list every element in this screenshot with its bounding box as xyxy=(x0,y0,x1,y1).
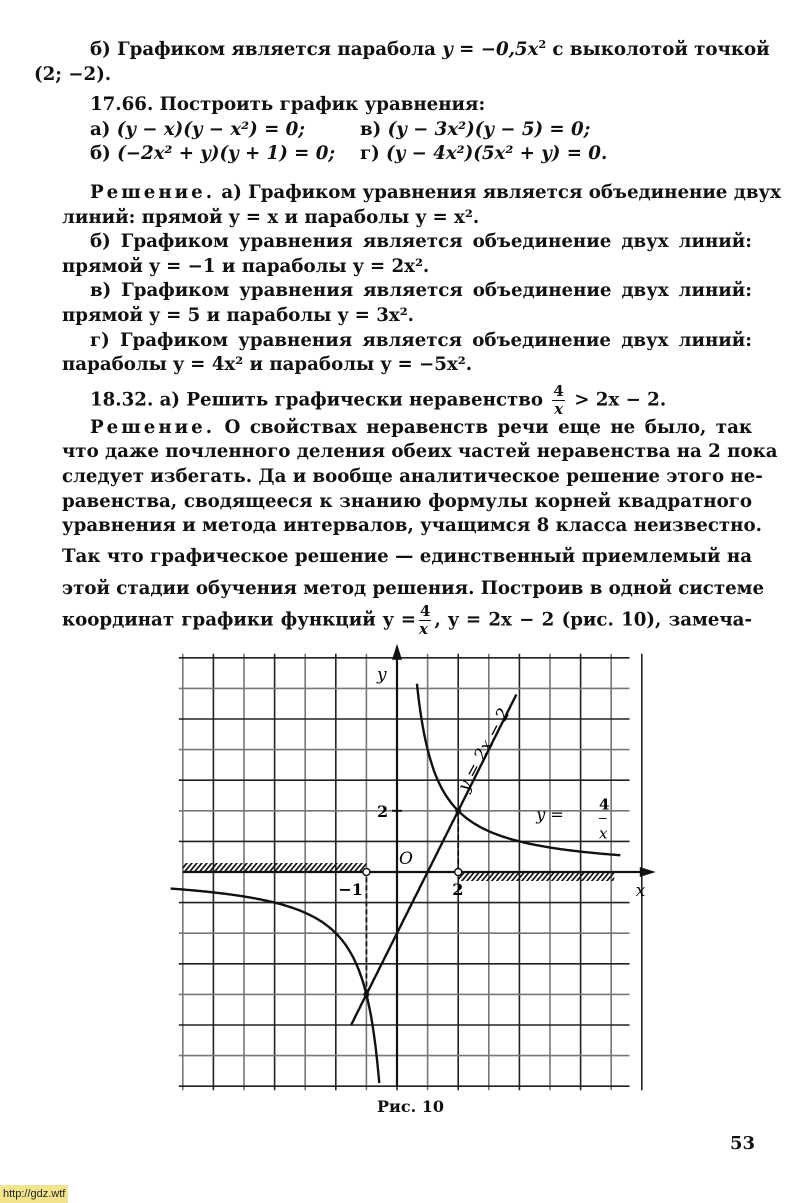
item-expr: (y − 4x²)(5x² + y) = 0. xyxy=(386,143,608,165)
item-expr: (−2x² + y)(y + 1) = 0; xyxy=(117,143,336,165)
text-line: следует избегать. Да и вообще аналитическое решение этого не- xyxy=(62,465,763,487)
text-line: б) Графиком уравнения является объединение двух линий: xyxy=(90,231,752,253)
tick-label-x-2: 2 xyxy=(452,880,464,899)
labels xyxy=(338,665,645,901)
text-line: уравнения и метода интервалов, учащимся 8 класса неизвестно. xyxy=(62,515,762,537)
text-segment: б) Графиком является парабола xyxy=(90,39,443,61)
item-expr: (y − x)(y − x²) = 0; xyxy=(116,118,306,140)
fraction-numerator: 4 xyxy=(553,381,564,400)
line-label: y = 2x − 2 xyxy=(454,705,515,795)
page-number: 53 xyxy=(730,1133,756,1154)
superscript: 2 xyxy=(538,38,547,51)
tick-label-x-neg1: −1 xyxy=(338,880,363,899)
text-segment: с выколотой точкой xyxy=(546,39,770,61)
item-label: в) xyxy=(360,118,382,140)
text-line: прямой y = −1 и параболы y = 2x². xyxy=(62,255,430,277)
text-line: параболы y = 4x² и параболы y = −5x². xyxy=(62,354,473,376)
hyperbola-label: y = xyxy=(536,804,564,824)
watermark-link[interactable]: http://gdz.wtf xyxy=(0,1185,68,1203)
text-segment: , y = 2x − 2 (рис. 10), замеча- xyxy=(434,609,752,631)
fraction-denominator: x xyxy=(554,399,564,418)
problem-number: 18.32. xyxy=(90,389,154,411)
problem-statement: а) Решить графически неравенство xyxy=(153,389,544,411)
y-axis-arrow-icon xyxy=(392,644,402,660)
problem-statement: Построить график уравнения: xyxy=(159,94,486,116)
text-line: в) Графиком уравнения является объединение двух линий: xyxy=(90,280,752,302)
curves xyxy=(171,684,621,1083)
tick-label-y-2: 2 xyxy=(377,801,389,821)
x-axis-label: x xyxy=(635,881,646,901)
x-axis-arrow-icon xyxy=(640,867,656,877)
intersection-point xyxy=(363,991,369,997)
open-point xyxy=(363,869,370,876)
text-line: Так что графическое решение — единственный приемлемый на xyxy=(62,545,752,567)
open-point xyxy=(455,869,462,876)
formula: y = −0,5x xyxy=(442,39,539,61)
text-line: (2; −2). xyxy=(34,63,112,85)
intersection-point xyxy=(455,808,461,814)
text-segment: а) Графиком уравнения является объединение двух xyxy=(215,182,781,204)
text-line: этой стадии обучения метод решения. Построив в одной системе xyxy=(62,578,765,600)
text-segment: О свойствах неравенств речи еще не было, так xyxy=(215,416,752,438)
fraction-numerator: 4 xyxy=(420,601,431,620)
hyperbola-label-numerator: 4 xyxy=(598,795,610,814)
text-line: прямой y = 5 и параболы y = 3x². xyxy=(62,305,415,326)
item-label: г) xyxy=(360,143,380,165)
text-line: что даже почленного деления обеих частей неравенства на 2 пока xyxy=(62,441,778,463)
item-expr: (y − 3x²)(y − 5) = 0; xyxy=(387,118,591,140)
figure-caption: Рис. 10 xyxy=(377,1097,445,1116)
solution-heading: Решение. xyxy=(90,416,216,438)
origin-label: O xyxy=(399,849,413,869)
item-label: а) xyxy=(90,118,111,140)
text-line: линий: прямой y = x и параболы y = x². xyxy=(62,206,480,228)
hyperbola-label-denominator: x xyxy=(598,824,608,843)
y-axis-label: y xyxy=(377,664,387,685)
text-segment: координат графики функций y = xyxy=(62,609,417,631)
hatch-interval-right xyxy=(458,873,614,881)
inequality-rhs: > 2x − 2. xyxy=(574,389,667,411)
hatch-interval-left xyxy=(183,863,367,871)
item-label: б) xyxy=(90,143,111,165)
text-line: равенства, сводящееся к знанию формулы корней квадратного xyxy=(62,490,752,512)
solution-heading: Решение. xyxy=(90,182,216,204)
problem-number: 17.66. xyxy=(90,94,154,116)
fraction-denominator: x xyxy=(419,619,428,638)
text-line: г) Графиком уравнения является объединение двух линий: xyxy=(90,329,752,351)
